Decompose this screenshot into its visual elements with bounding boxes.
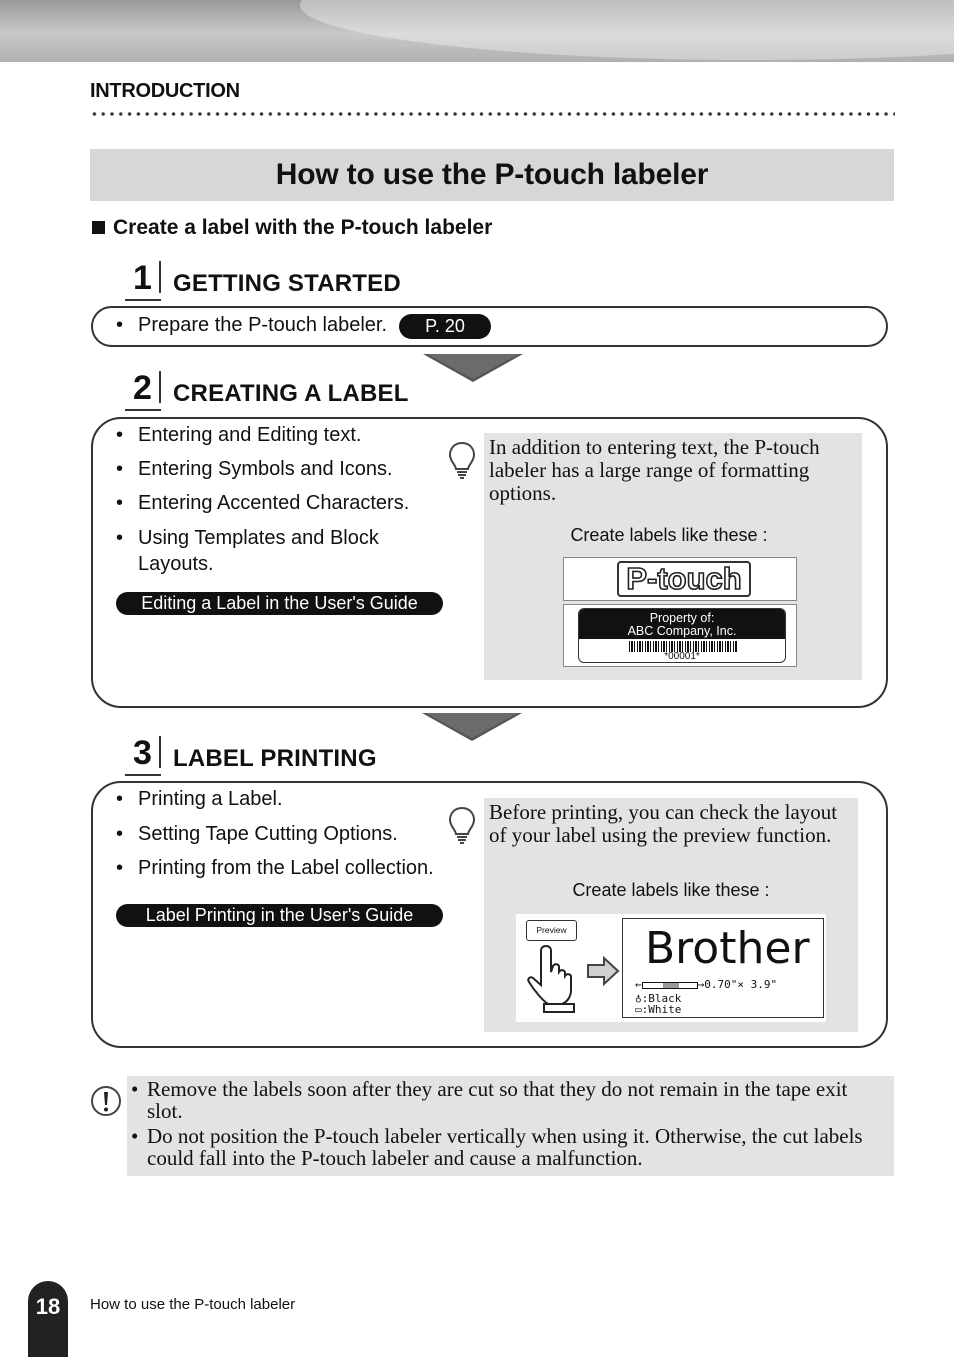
bullet-dot: • — [131, 1124, 139, 1148]
bullet-dot: • — [116, 314, 124, 336]
step-1-underline — [125, 299, 161, 301]
caution-item — [131, 1124, 863, 1170]
barcode-number: *00001* — [664, 651, 700, 662]
lightbulb-icon — [447, 440, 477, 480]
tip-caption: Create labels like these : — [572, 880, 770, 900]
step-3-bar — [159, 736, 161, 768]
tape-color-icon: ▭: — [635, 1003, 649, 1016]
preview-color-row-2 — [635, 1004, 681, 1015]
property-label-inner — [578, 608, 786, 663]
preview-word: Brother — [645, 923, 810, 974]
lightbulb-icon — [447, 805, 477, 845]
arrow-down-icon — [423, 354, 523, 382]
bullet-dot: • — [116, 458, 124, 480]
property-label-header — [579, 609, 785, 639]
footer-text: How to use the P-touch labeler — [90, 1296, 296, 1313]
sample-logo-label — [563, 557, 797, 601]
dotted-divider — [90, 111, 895, 117]
caution-line: Do not position the P-touch labeler vertically when using it. Otherwise, the cut labels — [147, 1124, 863, 1148]
preview-tape-color: White — [648, 1003, 682, 1016]
preview-key[interactable]: Preview — [526, 920, 577, 941]
step-1-bar — [159, 261, 161, 293]
tip-text — [489, 801, 837, 847]
caution-line: Remove the labels soon after they are cut so that they do not remain in the tape exit — [147, 1077, 848, 1101]
property-line: Property of: — [649, 611, 715, 625]
tip-line: In addition to entering text, the P-touch — [489, 435, 820, 459]
tape-length-bar — [642, 982, 698, 989]
title-bar — [90, 149, 894, 201]
property-line: ABC Company, Inc. — [627, 624, 737, 638]
step-2-item — [116, 525, 379, 551]
subheading — [90, 216, 492, 240]
bullet-dot: • — [116, 788, 124, 810]
step-2-item-text: Entering and Editing text. — [138, 424, 362, 446]
step-3-title: LABEL PRINTING — [173, 745, 377, 772]
bullet-dot: • — [116, 527, 124, 549]
tip-line: Before printing, you can check the layout — [489, 800, 838, 824]
page-ref-link[interactable]: P. 20 — [399, 314, 491, 339]
step-2-item-text: Using Templates and Block — [138, 527, 379, 549]
caution-line: could fall into the P-touch labeler and cause a malfunction. — [147, 1146, 643, 1170]
arrow-down-icon — [422, 713, 522, 741]
preview-illustration — [516, 914, 826, 1022]
step-2-item-text: Entering Accented Characters. — [138, 492, 410, 514]
step-1-title: GETTING STARTED — [173, 270, 401, 297]
square-bullet-icon — [92, 221, 105, 234]
preview-size: 0.70"× 3.9" — [704, 978, 778, 991]
step-2-item — [116, 490, 410, 516]
pointing-hand-icon — [524, 942, 586, 1014]
users-guide-link[interactable]: Label Printing in the User's Guide — [116, 904, 443, 927]
step-3-item — [116, 786, 283, 812]
step-3-item-text: Printing a Label. — [138, 788, 283, 810]
bullet-dot: • — [116, 424, 124, 446]
bullet-dot: • — [116, 492, 124, 514]
step-3-number — [133, 734, 151, 773]
step-1-item — [116, 312, 388, 338]
step-2-underline — [125, 409, 161, 411]
logo-frame — [617, 561, 751, 597]
step-2-number — [133, 369, 151, 408]
preview-size-row — [635, 979, 777, 990]
step-2-item — [116, 456, 393, 482]
tip-line: of your label using the preview function. — [489, 823, 832, 847]
step-3-item-text: Setting Tape Cutting Options. — [138, 823, 398, 845]
arrow-down-inner — [426, 713, 518, 738]
preview-text-color: Black — [648, 992, 682, 1005]
page-title: How to use the P-touch labeler — [275, 158, 709, 191]
step-2-title: CREATING A LABEL — [173, 380, 409, 407]
step-3-item — [116, 855, 434, 881]
step-2-digit: 2 — [133, 369, 151, 407]
step-3-item-text: Printing from the Label collection. — [138, 857, 434, 879]
step-1-item-text: Prepare the P-touch labeler. — [138, 314, 388, 336]
logo-text: P-touch — [626, 561, 742, 596]
caution-line: slot. — [147, 1099, 183, 1123]
header-swoosh — [300, 0, 954, 60]
exclamation-icon — [90, 1085, 122, 1117]
text-color-icon: ♁: — [635, 992, 649, 1005]
tip-caption: Create labels like these : — [570, 525, 768, 545]
page-number: 18 — [35, 1294, 61, 1319]
header-band — [0, 0, 954, 62]
arrow-down-inner — [427, 354, 519, 379]
bullet-dot: • — [131, 1077, 139, 1101]
step-2-item-continued: Layouts. — [138, 553, 214, 575]
users-guide-link[interactable]: Editing a Label in the User's Guide — [116, 592, 443, 615]
step-2-item-text: Entering Symbols and Icons. — [138, 458, 393, 480]
sample-property-label — [563, 604, 797, 667]
section-label: INTRODUCTION — [90, 80, 240, 102]
step-3-item — [116, 821, 398, 847]
preview-screen — [622, 918, 824, 1018]
tip-text — [489, 436, 820, 505]
bullet-dot: • — [116, 823, 124, 845]
step-1-number — [133, 259, 151, 298]
step-2-item — [116, 422, 362, 448]
tip-line: labeler has a large range of formatting — [489, 458, 810, 482]
size-arrow-left-icon: ← — [635, 978, 642, 991]
step-3-underline — [125, 774, 161, 776]
subheading-text: Create a label with the P-touch labeler — [113, 216, 493, 239]
bullet-dot: • — [116, 857, 124, 879]
step-3-digit: 3 — [133, 734, 151, 772]
size-arrow-right-icon: → — [697, 978, 705, 991]
step-1-digit: 1 — [133, 259, 151, 297]
arrow-right-icon — [586, 956, 620, 986]
caution-item — [131, 1077, 848, 1123]
step-2-bar — [159, 371, 161, 403]
page-number-tab — [28, 1281, 68, 1357]
tip-line: options. — [489, 481, 557, 505]
